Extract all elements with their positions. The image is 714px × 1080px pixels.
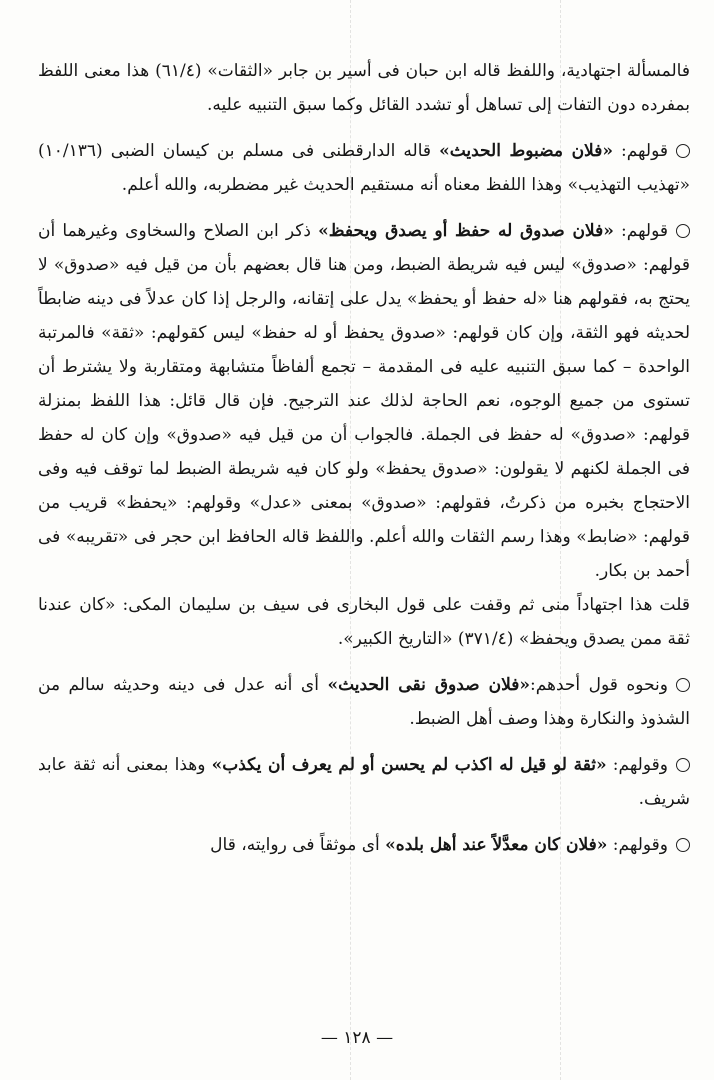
term-bold: «فلان مضبوط الحديث»	[439, 141, 613, 161]
paragraph-text: فالمسألة اجتهادية، واللفظ قاله ابن حبان فى أسير بن جابر «الثقات» (٦١/٤) هذا معنى اللفظ بمفرده دون التفات إلى تساهل أو تشدد القائل وكما سبق التنبيه عليه.	[38, 61, 690, 115]
paragraph-text: ذكر ابن الصلاح والسخاوى وغيرهما أن قولهم: «صدوق» ليس فيه شريطة الضبط، ومن هنا قال بعضهم بأن من قيل فيه «صدوق» لا يحتج به، فقولهم هنا «له حفظ أو يحفظ» يدل على إتقانه، والرجل إذا كان عدلاً فى دينه ضابطاً لحديثه فهو الثقة، وإن كان قولهم: «صدوق يحفظ أو له حفظ» ليس كقولهم: «ثقة» فالمرتبة الواحدة – كما سبق التنبيه عليه فى المقدمة – تجمع ألفاظاً متشابهة ومتقاربة ولا يشترط أن تستوى من جميع الوجوه، نعم الحاجة لذلك عند الترجيح. فإن قال قائل: هذا اللفظ بمنزلة قولهم: «صدوق» له حفظ فى الجملة. فالجواب أن من قيل فيه «صدوق» وإن كان له حفظ فى الجملة لكنهم لا يقولون: «صدوق يحفظ» ولو كان فيه شريطة الضبط لما توقف فيه وفى الاحتجاج بخبره من ذكرتُ، فقولهم: «صدوق» بمعنى «عدل» وقولهم: «يحفظ» قريب من قولهم: «ضابط» وهذا رسم الثقات والله أعلم. واللفظ قاله الحافظ ابن حجر فى «تقريبه» فى أحمد بن بكار.	[38, 221, 690, 581]
term-bold: «فلان صدوق نقى الحديث»	[327, 675, 530, 695]
page-body	[38, 54, 690, 862]
paragraph-4	[38, 748, 690, 816]
paragraph-1	[38, 134, 690, 202]
paragraph-lead: قولهم:	[613, 221, 669, 241]
paragraph-text: أى أنه عدل فى دينه وحديثه سالم من الشذوذ والنكارة وهذا وصف أهل الضبط.	[38, 675, 690, 729]
circle-bullet-icon	[676, 224, 690, 238]
paragraph-lead: ونحوه قول أحدهم:	[529, 675, 668, 695]
paragraph-lead: وقولهم:	[606, 755, 668, 775]
circle-bullet-icon	[676, 678, 690, 692]
paragraph-lead: وقولهم:	[607, 835, 668, 855]
paragraph-3	[38, 668, 690, 736]
paragraph-text: أى موثقاً فى روايته، قال	[210, 835, 386, 855]
circle-bullet-icon	[676, 144, 690, 158]
term-bold: «فلان صدوق له حفظ أو يصدق ويحفظ»	[318, 221, 614, 241]
term-bold: «فلان كان معدَّلاً عند أهل بلده»	[385, 835, 608, 855]
paragraph-5	[38, 828, 690, 862]
paragraph-0	[38, 54, 690, 122]
term-bold: «ثقة لو قيل له اكذب لم يحسن أو لم يعرف أن يكذب»	[211, 755, 607, 775]
circle-bullet-icon	[676, 758, 690, 772]
paragraph-text: وهذا بمعنى أنه ثقة عابد شريف.	[38, 755, 690, 809]
circle-bullet-icon	[676, 838, 690, 852]
paragraph-text: قاله الدارقطنى فى مسلم بن كيسان الضبى (١٠/١٣٦) «تهذيب التهذيب» وهذا اللفظ معناه أنه مستقيم الحديث غير مضطربه، والله أعلم.	[38, 141, 690, 195]
page-number: — ١٢٨ —	[320, 1028, 394, 1048]
paragraph-lead: قولهم:	[612, 141, 668, 161]
paragraph-2	[38, 214, 690, 656]
paragraph-tail: قلت هذا اجتهاداً منى ثم وقفت على قول البخارى فى سيف بن سليمان المكى: «كان عندنا ثقة ممن يصدق ويحفظ» (٣٧١/٤) «التاريخ الكبير».	[38, 595, 690, 649]
